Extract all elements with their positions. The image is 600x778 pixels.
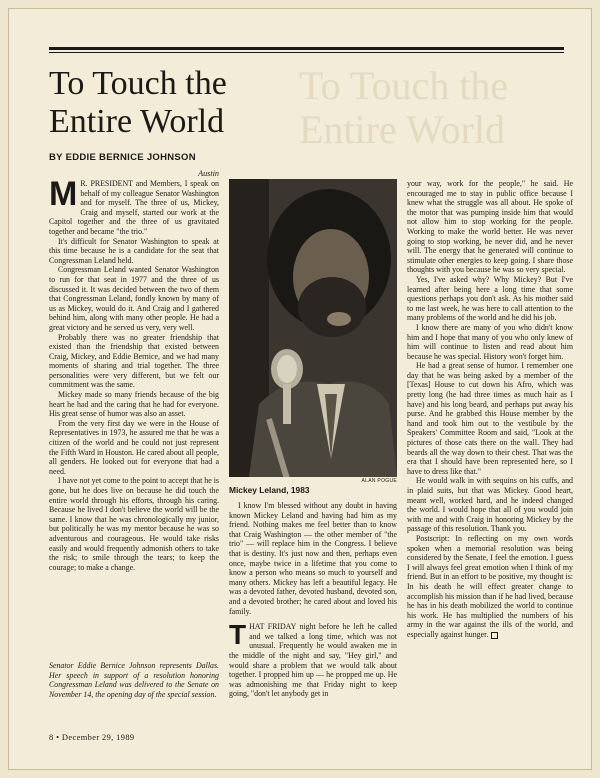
title-line-1: To Touch the — [49, 65, 227, 102]
paragraph: Congressman Leland wanted Senator Washington to run for that seat in 1977 and the three of us discussed it. It was decided between the two of them that Congressman Leland, fondly known by many of us as Mickey, would do it. And Craig and I gathered behind him, along with many other people. He had a great victory and he served us very, very well. — [49, 265, 219, 332]
bleed-through-title: To Touch the Entire World — [299, 64, 509, 152]
photo-credit: ALAN POGUE — [361, 478, 397, 484]
drop-cap: T — [229, 619, 247, 651]
top-rule — [49, 47, 564, 53]
end-mark-icon — [491, 632, 498, 639]
portrait-photo — [229, 179, 397, 477]
drop-cap: M — [49, 175, 78, 213]
author-endnote: Senator Eddie Bernice Johnson represents Dallas. Her speech in support of a resolution honoring Congressman Leland was delivered to the Senate on November 14, the opening day of the special session. — [49, 661, 219, 699]
article-title — [49, 65, 299, 141]
paragraph: From the very first day we were in the House of Representatives in 1973, he assured me that he was a citizen of the world and he could not just represent the Fifth Ward in Houston. He cared about all people, all genders. He looked out for everyone that had a need. — [49, 418, 219, 476]
paragraph: I have not yet come to the point to accept that he is gone, but he does live on because he did touch the entire world through his efforts, through his caring. Because he lived I don't believe the world will be the same. I know that he was chronologically my junior, but politically he was my mentor because he was so adventurous and courageous. He would take risks easily and would frequently admonish others to take the risk; to smile through the tears; to keep the courage; to make a change. — [49, 476, 219, 572]
paragraph: I know I'm blessed without any doubt in having known Mickey Leland and having had him as my friend. Nothing makes me feel better than to know that Craig Washington — the other member of "the trio" — will replace him in the Congress. I believe that is destiny. It's just now and then, perhaps even once, maybe twice in a lifetime that you come to know a person who means so much to yourself and many others. Mickey has left a beautiful legacy. He was a devoted father, devoted husband, devoted son, and a devoted brother; he cared about and loved his family. — [229, 501, 397, 616]
paragraph: Postscript: In reflecting on my own words spoken when a memorial resolution was being considered by the Senate, I feel the emotion. I guess I will always feel great emotion when I think of my friend. But in an effort to be positive, my thought is: In his death he will effect greater change to accomplish his mission than if he had lived, because he has in his death mobilized the world to continue his work. He has multiplied the numbers of his army in the war against the ills of the world, and especially against hunger. — [407, 533, 573, 639]
page-footer: 8 • December 29, 1989 — [49, 733, 135, 742]
paragraph: He had a great sense of humor. I remember one day that he was being asked by a member of the [Texas] House to cut down his Afro, which was pretty long (he had three times as much hair as I have) and his long beard, and perhaps put away his purse. And he grabbed this House member by the hand and took him out to the vestibule by the Speakers' Committee Room and said, "Look at the pictures of those cats there on the wall. They had beards all the way down to their chest. That was the era that I should have been represented here, so I have to dress like that." — [407, 361, 573, 476]
paragraph: your way, work for the people," he said. He encouraged me to stay in public office because I knew what the struggle was all about. He spoke of the motor that was pumping inside him that would not allow him to stop working for the people. Working to make the world better. He was never going to stop working, he never did, and he never will. The energy that he generated will continue to stimulate other energies to keep going. I share those thoughts with you because he was so very special. — [407, 179, 573, 275]
paragraph: I know there are many of you who didn't know him and I hope that many of you who only knew of him will continue to listen and read about him because he was special. History won't forget him. — [407, 322, 573, 361]
column-2 — [229, 501, 397, 778]
column-1 — [49, 169, 219, 657]
photo-illustration — [229, 179, 397, 477]
paragraph: He would walk in with sequins on his cuffs, and in plaid suits, but that was Mickey. Good heart, meant well, worked hard, and he indeed changed the world. I would hope that all of you would join with me and with Craig in honoring Mickey by the passage of this resolution. Thank you. — [407, 476, 573, 534]
paragraph: It's difficult for Senator Washington to speak at this time because he is a candidate for the seat that Congressman Leland held. — [49, 236, 219, 265]
title-line-2: Entire World — [49, 103, 225, 140]
column-3 — [407, 179, 573, 744]
magazine-page — [8, 8, 592, 770]
paragraph: Probably there was no greater friendship that existed than the friendship that existed between Craig, Mickey, and Eddie Bernice, and we had many moments of sharing and trial together. The three personalities were very different, but we felt our commitment was the same. — [49, 332, 219, 390]
paragraph: THAT FRIDAY night before he left he called and we talked a long time, which was not unusual. Frequently he would awaken me in the middle of the night and say, "Hey girl," and would share a problem that we would talk about together. I propped him up — he propped me up. He was admonishing me that Friday night to keep going, "don't let anybody get in — [229, 619, 397, 699]
dateline: Austin — [198, 169, 219, 178]
byline: BY EDDIE BERNICE JOHNSON — [49, 152, 196, 163]
paragraph: Yes, I've asked why? Why Mickey? But I've learned after being here a long time that some questions perhaps you don't ask. As his mother said to me last week, he was here to call attention to the many problems of the world and he did his job. — [407, 274, 573, 323]
paragraph: Mickey made so many friends because of the big heart he had and the caring that he had for everyone. His great sense of humor was also an asset. — [49, 390, 219, 419]
photo-caption: Mickey Leland, 1983 — [229, 485, 310, 495]
paragraph: M R. PRESIDENT and Members, I speak on behalf of my colleague Senator Washington and for myself. The three of us, Mickey, Craig and myself, started our work at the Capitol together and the three of us gravitated together and became "the trio." — [49, 175, 219, 236]
